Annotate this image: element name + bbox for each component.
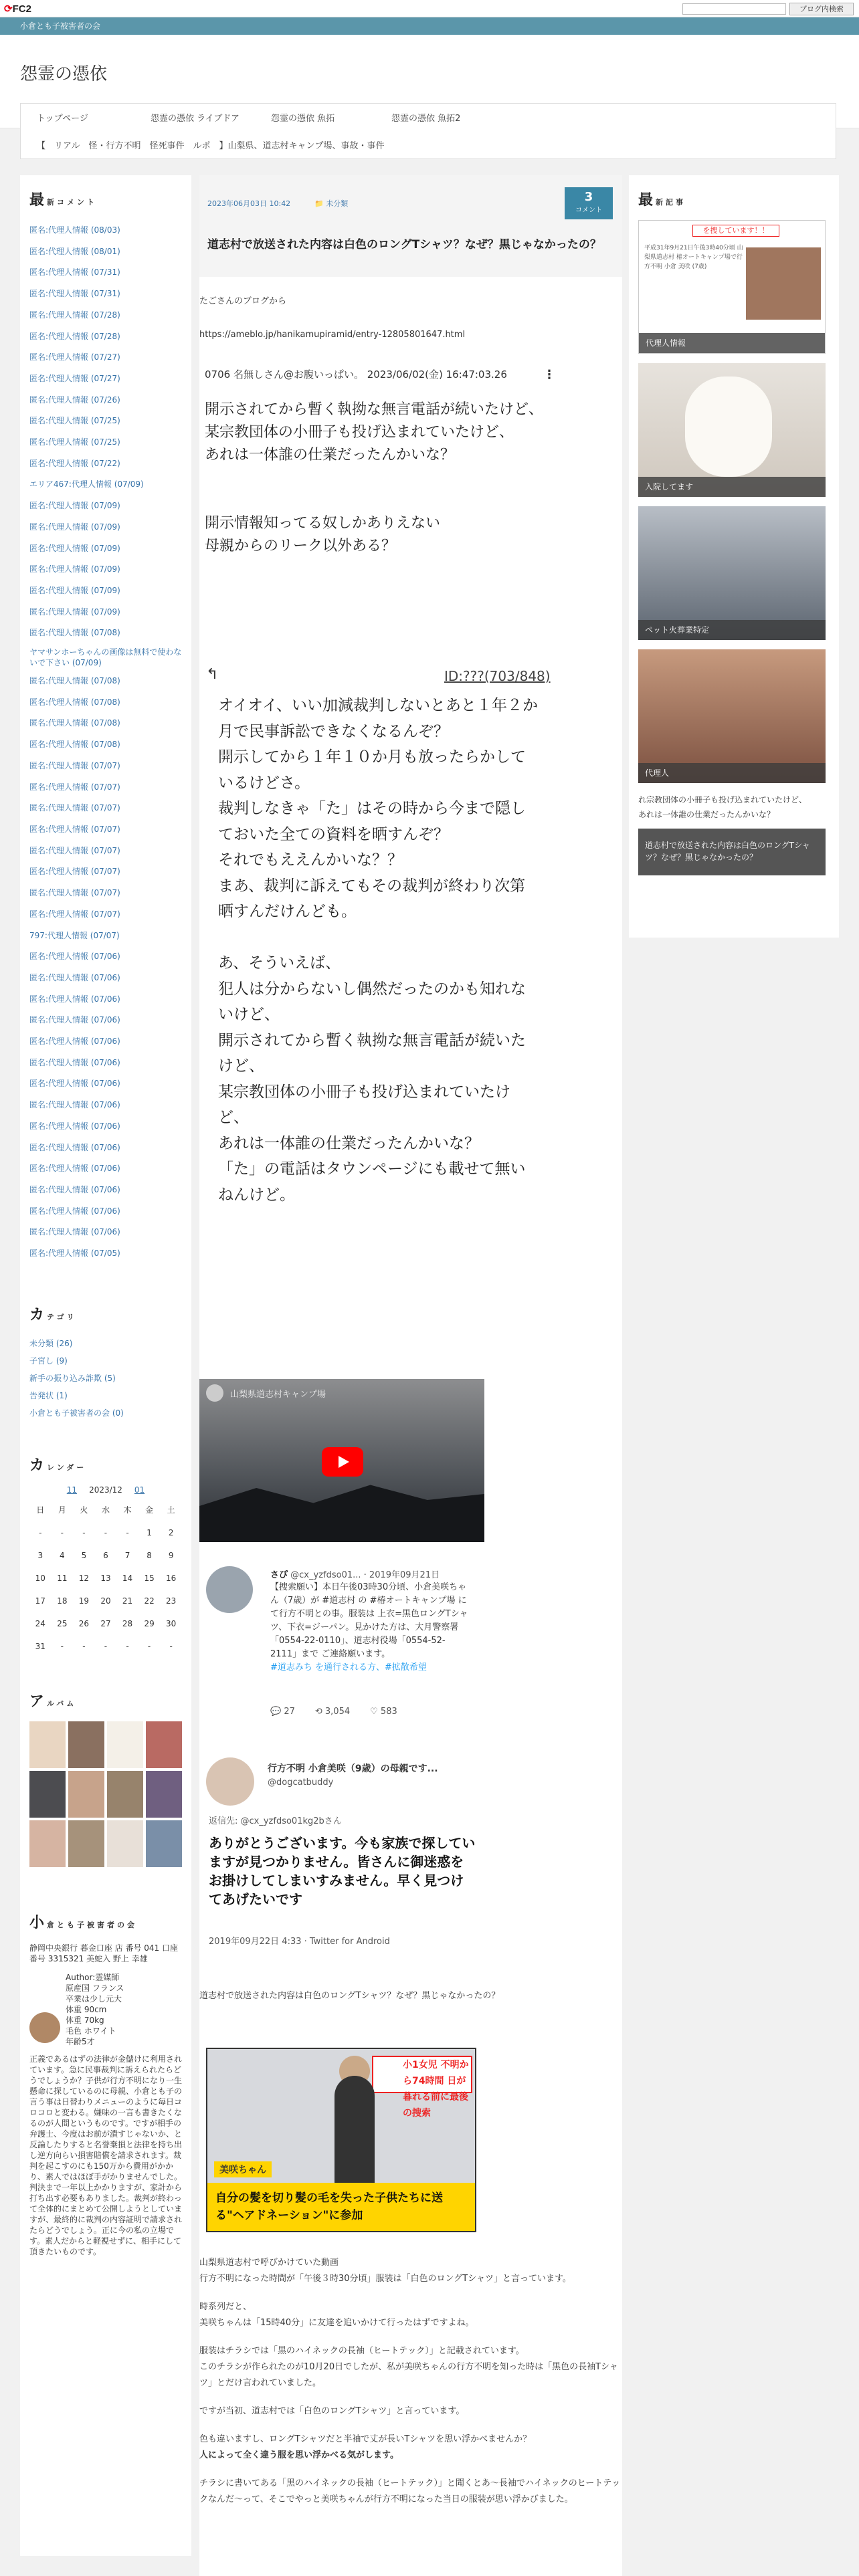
- excerpt-line: れ宗教団体の小冊子も投げ込まれていたけど、: [638, 795, 807, 804]
- calendar-day: 30: [166, 1618, 177, 1628]
- calendar-weekday: 土: [167, 1505, 175, 1515]
- comment-link[interactable]: エリア467:代理人情報 (07/09): [29, 479, 144, 490]
- category-list: [29, 1335, 182, 1422]
- comment-link[interactable]: 匿名:代理人情報 (07/09): [29, 564, 120, 574]
- comment-count-badge[interactable]: 3 コメント: [565, 187, 613, 219]
- album-photo[interactable]: [68, 1771, 104, 1818]
- tweet-reply-to: 返信先: @cx_yzfdso01kg2bさん: [209, 1816, 342, 1826]
- calendar-day: 11: [57, 1573, 68, 1583]
- album-photo[interactable]: [107, 1721, 143, 1768]
- commentary-line: 開示されてから暫く執拗な無言電話が続いたけど、: [218, 1031, 526, 1075]
- comment-link[interactable]: 匿名:代理人情報 (07/08): [29, 676, 120, 686]
- calendar-day: 10: [35, 1573, 45, 1583]
- category-heading: カ テゴリ: [29, 1306, 77, 1323]
- comment-link[interactable]: 匿名:代理人情報 (07/31): [29, 267, 120, 278]
- recent-comments-heading: 最 新コメント: [29, 192, 98, 209]
- calendar-weekday: 木: [123, 1505, 132, 1515]
- comment-link[interactable]: ヤマサンホーちゃんの画像は無料で使わないで下さい (07/09): [29, 647, 182, 668]
- quoted-post-line: 開示されてから暫く執拗な無言電話が続いたけど、: [205, 401, 544, 418]
- post-paragraph: チラシに書いてある「黒のハイネックの長袖（ヒートテック）」と聞くとあ〜長袖でハイネックのヒートテックなんだ〜って、そこでやっと美咲ちゃんが行方不明になった当日の服装が思い浮かびました。: [199, 2478, 621, 2504]
- comment-link[interactable]: 匿名:代理人情報 (07/28): [29, 310, 120, 320]
- profile: [29, 1943, 182, 2257]
- nav-gyotaku2[interactable]: 怨霊の憑依 魚拓2: [391, 114, 461, 124]
- category-link[interactable]: 新手の振り込み詐欺 (5): [29, 1373, 116, 1383]
- comment-link[interactable]: 匿名:代理人情報 (07/06): [29, 1164, 120, 1174]
- commentary-line: それでもええんかいな？？: [218, 851, 403, 869]
- site-title[interactable]: 怨霊の憑依: [20, 64, 108, 84]
- quoted-post-meta: 0706 名無しさん@お腹いっぱい。 2023/06/02(金) 16:47:03.26: [205, 368, 507, 381]
- excerpt-line: あれは一体誰の仕業だったんかいな？: [638, 810, 775, 819]
- calendar-day: 24: [35, 1618, 45, 1628]
- calendar-day: 2: [168, 1527, 174, 1537]
- fc2-logo-text: FC2: [12, 3, 31, 15]
- comment-link[interactable]: 匿名:代理人情報 (07/06): [29, 1184, 120, 1194]
- comment-link[interactable]: 匿名:代理人情報 (07/06): [29, 972, 120, 982]
- category-link[interactable]: 小倉とも子被害者の会 (0): [29, 1408, 124, 1418]
- comment-link[interactable]: 匿名:代理人情報 (08/01): [29, 246, 120, 256]
- quoted-post-line: 開示情報知ってる奴しかありえない: [205, 515, 441, 532]
- commentary-line: 犯人は分からないし偶然だったのかも知れないけど、: [218, 980, 526, 1023]
- tweet-avatar: [206, 1566, 253, 1613]
- calendar-day: 25: [57, 1618, 68, 1628]
- recent-post-title[interactable]: 入院してます: [638, 477, 826, 497]
- comment-link[interactable]: 匿名:代理人情報 (07/09): [29, 607, 120, 617]
- comment-link[interactable]: 匿名:代理人情報 (07/27): [29, 352, 120, 362]
- comment-link[interactable]: 匿名:代理人情報 (07/07): [29, 888, 120, 898]
- comment-link[interactable]: 匿名:代理人情報 (07/06): [29, 1121, 120, 1131]
- profile-intro: 静岡中央銀行 暮金口座 店 番号 041 口座番号 3315321 美蛇入 野上 幸雄: [29, 1943, 178, 1963]
- calendar-day: 14: [122, 1573, 133, 1583]
- quoted-post-body: [205, 399, 543, 558]
- album-photo[interactable]: [146, 1721, 182, 1768]
- comment-link[interactable]: 匿名:代理人情報 (07/22): [29, 458, 120, 468]
- comment-link[interactable]: 匿名:代理人情報 (08/03): [29, 225, 120, 235]
- post-header: [199, 175, 622, 277]
- calendar-day: -: [82, 1641, 86, 1651]
- poster-banner: を捜しています！！: [692, 225, 779, 237]
- calendar-day: 6: [103, 1550, 108, 1560]
- reply-icon: ↰: [206, 666, 219, 683]
- album-photo[interactable]: [107, 1820, 143, 1867]
- comment-link[interactable]: 匿名:代理人情報 (07/07): [29, 845, 120, 855]
- commentary-line: 開示してから１年１０か月も放ったらかしているけどさ。: [218, 748, 526, 792]
- album-photo[interactable]: [29, 1771, 66, 1818]
- comment-link[interactable]: 匿名:代理人情報 (07/09): [29, 522, 120, 532]
- calendar-next[interactable]: 01: [134, 1485, 145, 1495]
- quoted-post-id: ID:???(703/848): [444, 668, 551, 684]
- video-thumbnail-landscape: [199, 1482, 484, 1542]
- post-paragraph: 服装はチラシでは「黒のハイネックの長袖（ヒートテック）」と記載されています。: [199, 2346, 524, 2356]
- commentary-text: [218, 693, 539, 1208]
- album-heading: ア ルバム: [29, 1693, 77, 1710]
- calendar-day: 19: [78, 1596, 90, 1606]
- calendar-day: 29: [144, 1618, 155, 1628]
- comment-link[interactable]: 匿名:代理人情報 (07/08): [29, 628, 120, 638]
- profile-meta: [66, 1972, 124, 2047]
- calendar-day: 31: [35, 1641, 45, 1651]
- calendar-heading: カ レンダー: [29, 1457, 87, 1474]
- tweet-reply-handle: @dogcatbuddy: [268, 1778, 334, 1788]
- retweet-count: ⟲ 3,054: [314, 1707, 351, 1717]
- quoted-post-line: 某宗教団体の小冊子も投げ込まれていたけど、: [205, 424, 514, 441]
- comment-link[interactable]: 匿名:代理人情報 (07/09): [29, 585, 120, 595]
- comment-link[interactable]: 匿名:代理人情報 (07/08): [29, 740, 120, 750]
- post-paragraph: このチラシが作られたのが10月20日でしたが、私が美咲ちゃんの行方不明を知った時は「黒色の長袖Tシャツ」とだけ言われていました。: [199, 2362, 618, 2388]
- album-grid: [29, 1721, 182, 1867]
- calendar-day: 3: [37, 1550, 43, 1560]
- reply-count: 💬 27: [270, 1707, 295, 1717]
- calendar-day: -: [169, 1641, 173, 1651]
- commentary-line: まあ、裁判に訴えてもその裁判が終わり次第晒すんだけんども。: [218, 877, 526, 920]
- comment-link[interactable]: 匿名:代理人情報 (07/09): [29, 543, 120, 553]
- post-paragraph: 時系列だと、: [199, 2302, 252, 2312]
- calendar-weekday: 火: [80, 1505, 88, 1515]
- calendar-day: 27: [100, 1618, 111, 1628]
- comment-link[interactable]: 匿名:代理人情報 (07/06): [29, 952, 120, 962]
- calendar-day: 12: [78, 1573, 90, 1583]
- comment-link[interactable]: 匿名:代理人情報 (07/07): [29, 867, 120, 877]
- post-category[interactable]: 📁 未分類: [314, 199, 349, 208]
- profile-meta-line: 体重 70kg: [66, 2015, 104, 2025]
- comment-link[interactable]: 匿名:代理人情報 (07/06): [29, 1015, 120, 1025]
- profile-meta-line: Author:霊媒師: [66, 1972, 120, 1982]
- commentary-line: あれは一体誰の仕業だったんかいな？: [218, 1134, 480, 1152]
- recent-post-title[interactable]: 代理人: [638, 763, 826, 783]
- calendar-day: -: [104, 1641, 108, 1651]
- category-link[interactable]: 子宮し (9): [29, 1356, 68, 1366]
- quoted-post-line: [205, 490, 543, 512]
- nav-gyotaku[interactable]: 怨霊の憑依 魚拓: [271, 114, 335, 124]
- comment-link[interactable]: 匿名:代理人情報 (07/06): [29, 1206, 120, 1216]
- dog-photo: [685, 377, 772, 477]
- calendar-table: [29, 1499, 182, 1658]
- calendar-day: 16: [166, 1573, 177, 1583]
- quoted-post-image: [199, 362, 622, 684]
- calendar-day: 20: [100, 1596, 111, 1606]
- recent-post-card[interactable]: [638, 506, 826, 640]
- sub-bar[interactable]: 小倉とも子被害者の会: [0, 17, 859, 35]
- news-name-tag: 美咲ちゃん: [214, 2161, 272, 2177]
- video-title: 山梨県道志村キャンプ場: [230, 1390, 326, 1400]
- calendar-day: -: [126, 1527, 129, 1537]
- album-photo[interactable]: [107, 1771, 143, 1818]
- comment-link[interactable]: 匿名:代理人情報 (07/07): [29, 803, 120, 813]
- comment-link[interactable]: 匿名:代理人情報 (07/06): [29, 1142, 120, 1152]
- calendar-weekday: 月: [58, 1505, 66, 1515]
- comment-link[interactable]: 匿名:代理人情報 (07/26): [29, 395, 120, 405]
- comment-link[interactable]: 匿名:代理人情報 (07/07): [29, 909, 120, 919]
- news-child-body: [335, 2076, 375, 2196]
- comment-link[interactable]: 匿名:代理人情報 (07/06): [29, 1057, 120, 1067]
- post-paragraph: 人によって全く違う服を思い浮かべる気がします。: [199, 2450, 399, 2460]
- comment-link[interactable]: 匿名:代理人情報 (07/31): [29, 289, 120, 299]
- calendar-day: 23: [166, 1596, 177, 1606]
- avatar: [29, 2012, 60, 2043]
- calendar-day: -: [147, 1641, 151, 1651]
- comment-link[interactable]: 匿名:代理人情報 (07/06): [29, 1100, 120, 1110]
- album-photo[interactable]: [68, 1820, 104, 1867]
- recent-post-card[interactable]: [638, 649, 826, 783]
- blog-search-input[interactable]: [682, 3, 786, 15]
- missing-child-poster[interactable]: [638, 220, 826, 354]
- channel-avatar: [206, 1384, 223, 1402]
- calendar-day: 9: [168, 1550, 174, 1560]
- profile-meta-line: 体重 90cm: [66, 2004, 107, 2014]
- calendar-weekday: 水: [101, 1505, 110, 1515]
- post-paragraph: 美咲ちゃんは「15時40分」に友達を追いかけて行ったはずですよね。: [199, 2318, 474, 2328]
- comment-link[interactable]: 匿名:代理人情報 (07/08): [29, 718, 120, 728]
- profile-body: 正義であるはずの法律が金儲けに利用されています。急に民事裁判に訴えられたらどうでしょうか？子供が行方不明になり一生懸命に探しているのに母親、小倉とも子の言う事は日替わりメニューのように毎日コロコロと変わる。嫌味の一言も書きたくなるのが人間というものです。ですが相手の弁護士、今度はお前が潰すじゃないか、と反論したりすると名誉棄損と法律を持ち出し逆方向らい損害賠償を請求されます。裁判を起こすのにも150万から費用がかかり、素人ではほぼ手がかりませんでした。判決まで一年以上かかりますが、家計から打ち出す必要もありました。裁判が終わって全体的にまとめて公開しようとしていますが、最終的に裁判の内容証明で請求されたらどうでしょう。正に今の私の立場です。素人だからと軽視せずに、相手にして頂きたいものです。: [29, 2054, 183, 2256]
- album-photo[interactable]: [146, 1771, 182, 1818]
- blog-search-button[interactable]: ブログ内検索: [789, 3, 854, 15]
- comment-link[interactable]: 匿名:代理人情報 (07/05): [29, 1249, 120, 1259]
- calendar-day: 22: [144, 1596, 155, 1606]
- calendar-day: -: [126, 1641, 129, 1651]
- comment-link[interactable]: 797:代理人情報 (07/07): [29, 930, 120, 940]
- poster-photo: [746, 247, 821, 320]
- calendar-day: 17: [35, 1596, 45, 1606]
- recent-post-title[interactable]: ペット火葬業特定: [638, 620, 826, 640]
- comment-link[interactable]: 匿名:代理人情報 (07/25): [29, 416, 120, 426]
- comment-link[interactable]: 匿名:代理人情報 (07/28): [29, 331, 120, 341]
- tweet-screenshot: [206, 1566, 474, 1767]
- post-paragraph: 行方不明になった時間が「午後３時30分頃」服装は「白色のロングTシャツ」と言っています。: [199, 2274, 571, 2284]
- calendar-weekday: 金: [145, 1505, 154, 1515]
- calendar-day: 15: [144, 1573, 155, 1583]
- recent-posts-heading: 最 新記事: [638, 192, 686, 209]
- news-banner: 小1女児 不明から74時間 日が暮れる前に最後の捜索: [372, 2056, 472, 2093]
- quoted-post-line: [205, 467, 543, 490]
- calendar-day: -: [82, 1527, 86, 1537]
- poster-text: 平成31年9月21日午後3時40分頃 山梨県道志村 椿オートキャンプ場で行方不明 小倉 美咲 (7歳): [644, 245, 743, 270]
- comment-link[interactable]: 匿名:代理人情報 (07/09): [29, 501, 120, 511]
- calendar-day: 4: [60, 1550, 65, 1560]
- recent-comments-list: [29, 220, 182, 1265]
- more-icon: ⋮: [543, 368, 555, 382]
- calendar-day: -: [104, 1527, 108, 1537]
- tweet-reply-avatar: [206, 1757, 254, 1806]
- profile-meta-line: 年齢5才: [66, 2036, 95, 2046]
- post-intro: たごさんのブログから: [199, 296, 287, 306]
- right-sidebar: [629, 175, 839, 938]
- calendar-prev[interactable]: 11: [66, 1485, 78, 1495]
- source-link[interactable]: https://ameblo.jp/hanikamupiramid/entry-12805801647.html: [199, 330, 466, 340]
- commentary-line: 裁判しなきゃ「た」はその時から今まで隠しておいた全ての資料を晒すんぞ？: [218, 800, 526, 843]
- nav-livedoor[interactable]: 怨霊の憑依 ライブドア: [151, 114, 240, 124]
- calendar-current: 2023/12: [89, 1485, 122, 1495]
- nav-category-link[interactable]: 【 リアル 怪・行方不明 怪死事件 ルポ 】山梨県、道志村キャンプ場、事故・事件: [37, 141, 385, 151]
- album-photo[interactable]: [68, 1721, 104, 1768]
- quoted-post-line: 母親からのリーク以外ある？: [205, 538, 397, 554]
- tweet-reply-date: 2019年09月22日 4:33 · Twitter for Android: [209, 1937, 390, 1947]
- recent-post-excerpt: [638, 792, 830, 822]
- recent-post-card[interactable]: [638, 363, 826, 497]
- category-link[interactable]: 告発状 (1): [29, 1390, 68, 1400]
- tweet-author: さぴ @cx_yzfdso01... · 2019年09月21日: [270, 1570, 440, 1580]
- post-paragraph: ですが当初、道志村では「白色のロングTシャツ」と言っています。: [199, 2406, 465, 2416]
- news-caption: 自分の髪を切り髪の毛を失った子供たちに送る"ヘアドネーション"に参加: [207, 2183, 475, 2231]
- calendar-day: 1: [147, 1527, 152, 1537]
- embedded-video[interactable]: [199, 1379, 484, 1542]
- post-subheading: 道志村で放送された内容は白色のロングTシャツ？なぜ？黒じゃなかったの？: [199, 1991, 500, 2001]
- category-link[interactable]: 未分類 (26): [29, 1338, 73, 1348]
- calendar-nav: [29, 1485, 182, 1495]
- comment-link[interactable]: 匿名:代理人情報 (07/08): [29, 697, 120, 707]
- post-paragraph: 色も違いますし、ロングTシャツだと半袖で丈が長いTシャツを思い浮かべませんか？: [199, 2434, 532, 2444]
- calendar-day: 28: [122, 1618, 133, 1628]
- global-nav: [20, 103, 836, 159]
- calendar-day: 21: [122, 1596, 133, 1606]
- album-photo[interactable]: [29, 1721, 66, 1768]
- fc2-logo[interactable]: ⟳FC2: [4, 3, 31, 15]
- comment-link[interactable]: 匿名:代理人情報 (07/07): [29, 782, 120, 792]
- calendar-day: 5: [81, 1550, 87, 1560]
- comment-link[interactable]: 匿名:代理人情報 (07/25): [29, 437, 120, 447]
- profile-meta-line: 毛色 ホワイト: [66, 2026, 116, 2036]
- play-icon[interactable]: [322, 1447, 363, 1477]
- post-paragraph: 山梨県道志村で呼びかけていた動画: [199, 2258, 339, 2268]
- commentary-line: [218, 925, 539, 951]
- commentary-line: オイオイ、いい加減裁判しないとあと１年２か月で民事訴訟できなくなるんぞ？: [218, 697, 538, 740]
- news-screenshot: [206, 2048, 476, 2232]
- quoted-post-line: あれは一体誰の仕業だったんかいな？: [205, 447, 456, 463]
- calendar-weekday: 日: [36, 1505, 45, 1515]
- tweet-actions: [270, 1707, 397, 1717]
- tweet-reply-body: ありがとうございます。今も家族で探していますが見つかりません。皆さんに御迷惑をお掛けしてしまいすみません。早く見つけてあげたいです: [209, 1835, 476, 1907]
- calendar-day: 26: [78, 1618, 90, 1628]
- profile-meta-line: 原産国 フランス: [66, 1983, 124, 1993]
- comment-link[interactable]: 匿名:代理人情報 (07/06): [29, 994, 120, 1004]
- calendar-day: 18: [57, 1596, 68, 1606]
- calendar-day: 13: [100, 1573, 111, 1583]
- album-photo[interactable]: [29, 1820, 66, 1867]
- post-body: [199, 2255, 622, 2508]
- calendar-day: -: [60, 1641, 64, 1651]
- commentary-line: 「た」の電話はタウンページにも載せて無いねんけど。: [218, 1160, 526, 1204]
- left-sidebar: [20, 175, 191, 2556]
- comment-link[interactable]: 匿名:代理人情報 (07/27): [29, 373, 120, 383]
- tweet-body: 【捜索願い】本日午後03時30分頃、小倉美咲ちゃん（7歳）が #道志村 の #椿オートキャンプ場 にて行方不明との事。服装は 上衣=黒色ロングTシャツ、下衣=ジーパン。見かけた方は、大月警察署「0554-22-0110」、道志村役場「0554-52-2111」まで ご連絡願います。 #道志みち を通行される方、#拡散希望: [270, 1582, 468, 1673]
- commentary-line: あ、そういえば、: [218, 954, 341, 972]
- recent-post-link[interactable]: 道志村で放送された内容は白色のロングTシャツ？なぜ？黒じゃなかったの？: [638, 829, 826, 875]
- recent-post-title[interactable]: 代理人情報: [639, 333, 825, 353]
- album-photo[interactable]: [146, 1820, 182, 1867]
- fc2-bar: [0, 0, 859, 17]
- calendar-day: -: [39, 1527, 42, 1537]
- like-count: ♡ 583: [370, 1707, 397, 1717]
- profile-heading: 小 倉とも子被害者の会: [29, 1914, 138, 1931]
- comment-link[interactable]: 匿名:代理人情報 (07/07): [29, 760, 120, 770]
- profile-meta-line: 卒業は少し元大: [66, 1994, 122, 2004]
- post-title: 道志村で放送された内容は白色のロングTシャツ？なぜ？黒じゃなかったの？: [207, 238, 601, 251]
- comment-link[interactable]: 匿名:代理人情報 (07/06): [29, 1079, 120, 1089]
- comment-link[interactable]: 匿名:代理人情報 (07/06): [29, 1037, 120, 1047]
- main-content: [199, 175, 622, 2576]
- post-date: 2023年06月03日 10:42: [207, 199, 291, 208]
- comment-link[interactable]: 匿名:代理人情報 (07/07): [29, 824, 120, 834]
- calendar-day: -: [60, 1527, 64, 1537]
- commentary-line: 某宗教団体の小冊子も投げ込まれていたけど、: [218, 1083, 510, 1126]
- comment-link[interactable]: 匿名:代理人情報 (07/06): [29, 1227, 120, 1237]
- calendar-day: 7: [124, 1550, 130, 1560]
- calendar-day: 8: [147, 1550, 152, 1560]
- tweet-reply-author: 行方不明 小倉美咲（9歳）の母親です...: [268, 1763, 438, 1774]
- nav-top[interactable]: トップページ: [37, 114, 88, 124]
